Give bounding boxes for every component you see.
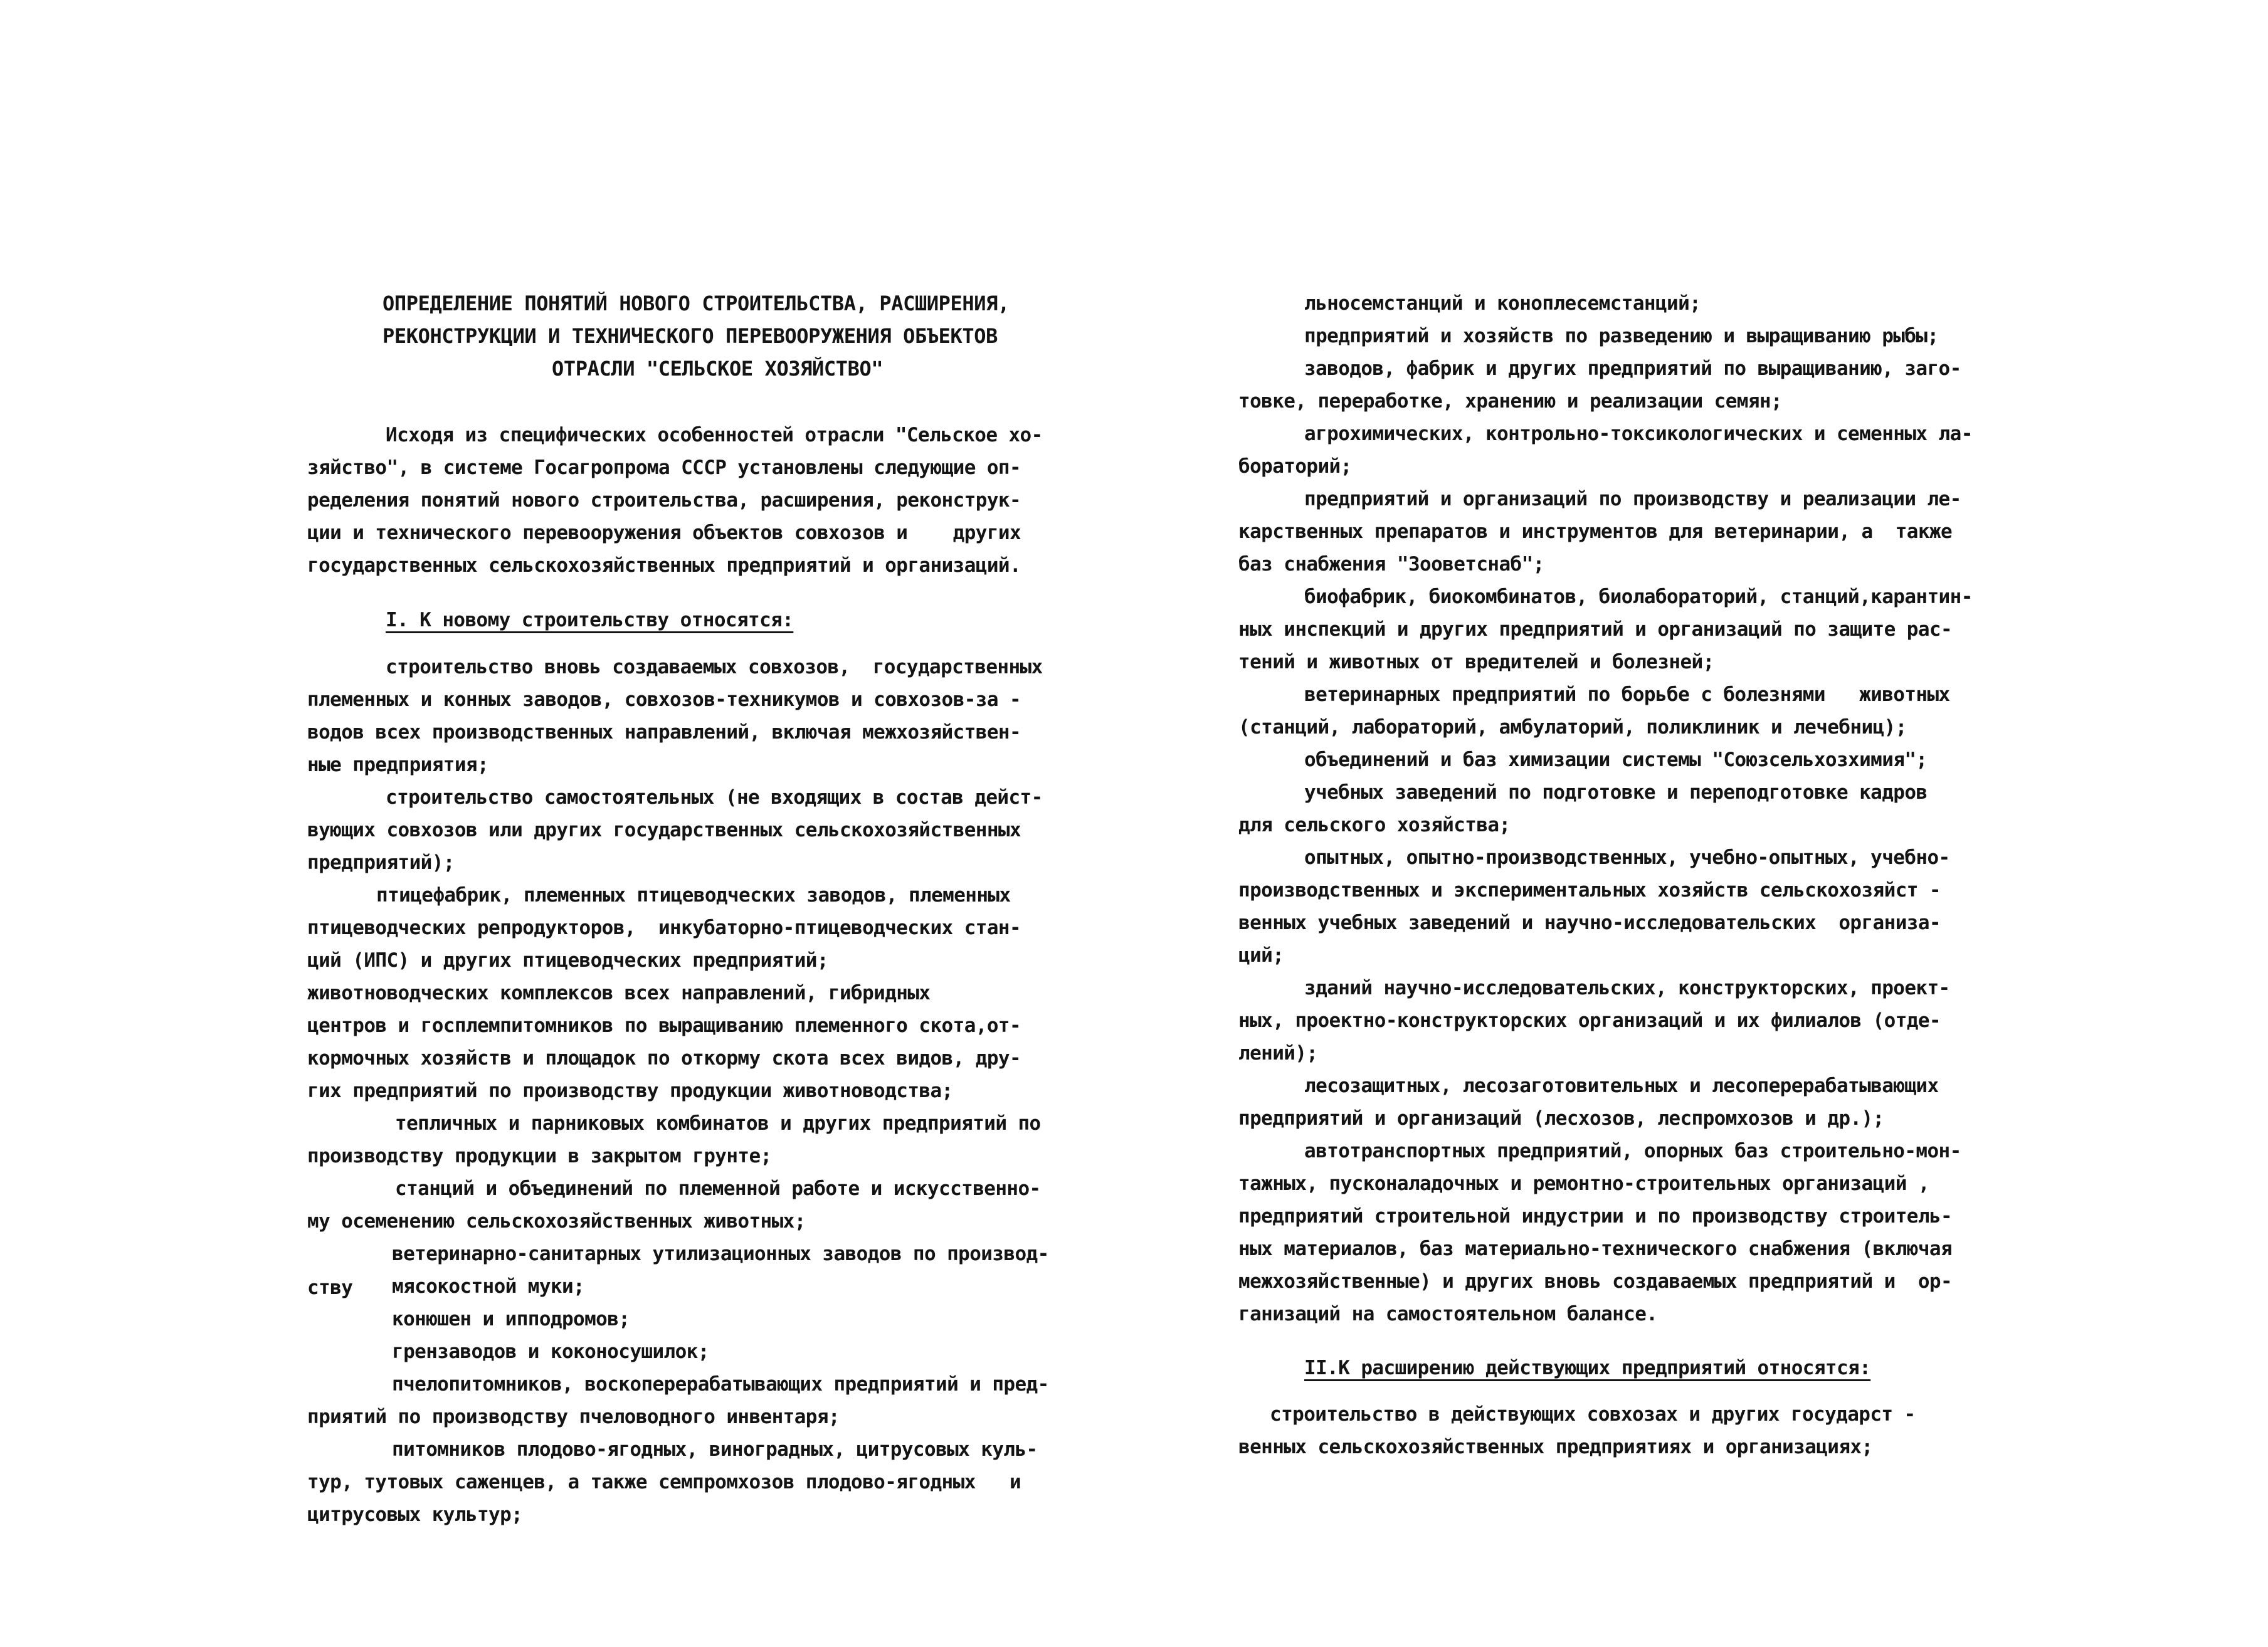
- r-line: ных материалов, баз материально-технического снабжения (включая: [1238, 1238, 1953, 1260]
- s1-line: кормочных хозяйств и площадок по откорму скота всех видов, дру-: [307, 1047, 1021, 1070]
- s1-line: племенных и конных заводов, совхозов-техникумов и совхозов-за -: [307, 688, 1021, 711]
- s1-line: мясокостной муки;: [392, 1275, 585, 1298]
- title-line-3: ОТРАСЛИ "СЕЛЬСКОЕ ХОЗЯЙСТВО": [552, 357, 883, 381]
- intro-line-2: зяйство", в системе Госагропрома СССР установлены следующие оп-: [307, 456, 1021, 479]
- s1-line: тепличных и парниковых комбинатов и других предприятий по: [395, 1112, 1041, 1135]
- s1-line: гих предприятий по производству продукции животноводства;: [307, 1080, 953, 1102]
- section-1-heading: I. К новому строительству относятся:: [386, 609, 794, 631]
- r-line: лений);: [1238, 1042, 1318, 1065]
- s2-line: строительство в действующих совхозах и других государст -: [1270, 1403, 1916, 1426]
- r-line: ганизаций на самостоятельном балансе.: [1238, 1303, 1658, 1325]
- r-line: агрохимических, контрольно-токсикологических и семенных ла-: [1304, 423, 1973, 445]
- r-line: тений и животных от вредителей и болезней;: [1238, 651, 1714, 673]
- s1-line: строительство самостоятельных (не входящих в состав дейст-: [386, 786, 1043, 809]
- r-line: ций;: [1238, 944, 1284, 967]
- r-line: бораторий;: [1238, 455, 1352, 478]
- s1-line: водов всех производственных направлений, включая межхозяйствен-: [307, 721, 1021, 744]
- r-line: ных, проектно-конструкторских организаций и их филиалов (отде-: [1238, 1009, 1941, 1032]
- title-line-2: РЕКОНСТРУКЦИИ И ТЕХНИЧЕСКОГО ПЕРЕВООРУЖЕНИЯ ОБЪЕКТОВ: [382, 324, 998, 348]
- s1-line: цитрусовых культур;: [307, 1503, 523, 1526]
- r-line: предприятий строительной индустрии и по производству строитель-: [1238, 1205, 1953, 1228]
- r-line: товке, переработке, хранению и реализации семян;: [1238, 390, 1783, 413]
- s1-line: питомников плодово-ягодных, виноградных, цитрусовых куль-: [392, 1438, 1038, 1461]
- r-line: ветеринарных предприятий по борьбе с болезнями животных: [1304, 683, 1950, 706]
- s1-line: птицеводческих репродукторов, инкубаторно-птицеводческих стан-: [307, 917, 1021, 939]
- s1-line: ветеринарно-санитарных утилизационных заводов по производ-: [392, 1243, 1049, 1265]
- intro-line-4: ции и технического перевооружения объектов совхозов и других: [307, 522, 1021, 544]
- r-line: (станций, лабораторий, амбулаторий, поликлиник и лечебниц);: [1238, 716, 1907, 739]
- r-line: опытных, опытно-производственных, учебно-опытных, учебно-: [1304, 846, 1950, 869]
- s1-line: му осеменению сельскохозяйственных животных;: [307, 1210, 806, 1233]
- r-line: тажных, пусконаладочных и ремонтно-строительных организаций ,: [1238, 1172, 1929, 1195]
- s1-line: строительство вновь создаваемых совхозов, государственных: [386, 656, 1043, 678]
- r-line: лесозащитных, лесозаготовительных и лесоперерабатывающих: [1304, 1075, 1939, 1097]
- s1-line: птицефабрик, племенных птицеводческих заводов, племенных: [376, 884, 1011, 907]
- s1-line: станций и объединений по племенной работе и искусственно-: [395, 1177, 1041, 1200]
- s1-side-word: ству: [307, 1276, 353, 1299]
- r-line: предприятий и хозяйств по разведению и выращиванию рыбы;: [1304, 325, 1939, 347]
- r-line: объединений и баз химизации системы "Союзсельхозхимия";: [1304, 749, 1928, 771]
- r-line: заводов, фабрик и других предприятий по выращиванию, заго-: [1304, 357, 1961, 380]
- title-line-1: ОПРЕДЕЛЕНИЕ ПОНЯТИЙ НОВОГО СТРОИТЕЛЬСТВА, РАСШИРЕНИЯ,: [382, 292, 1010, 315]
- s1-line: предприятий);: [307, 851, 455, 874]
- r-line: предприятий и организаций по производству и реализации ле-: [1304, 488, 1961, 510]
- s1-line: центров и госплемпитомников по выращиванию племенного скота,от-: [307, 1014, 1021, 1037]
- s1-line: животноводческих комплексов всех направлений, гибридных: [307, 982, 931, 1004]
- s1-line: производству продукции в закрытом грунте;: [307, 1145, 772, 1167]
- r-line: производственных и экспериментальных хозяйств сельскохозяйст -: [1238, 879, 1941, 902]
- r-line: для сельского хозяйства;: [1238, 814, 1511, 836]
- r-line: льносемстанций и коноплесемстанций;: [1304, 292, 1701, 315]
- section-2-heading: II.К расширению действующих предприятий относятся:: [1304, 1357, 1871, 1379]
- intro-line-3: ределения понятий нового строительства, расширения, реконструк-: [307, 489, 1021, 512]
- s1-line: ций (ИПС) и других птицеводческих предприятий;: [307, 949, 828, 972]
- s1-line: приятий по производству пчеловодного инвентаря;: [307, 1406, 840, 1428]
- r-line: межхозяйственные) и других вновь создаваемых предприятий и ор-: [1238, 1270, 1953, 1293]
- r-line: автотранспортных предприятий, опорных баз строительно-мон-: [1304, 1140, 1961, 1162]
- r-line: ных инспекций и других предприятий и организаций по защите рас-: [1238, 618, 1953, 641]
- r-line: баз снабжения "Зооветснаб";: [1238, 553, 1544, 576]
- r-line: предприятий и организаций (лесхозов, леспромхозов и др.);: [1238, 1107, 1884, 1130]
- s2-line: венных сельскохозяйственных предприятиях и организациях;: [1238, 1436, 1873, 1458]
- s1-line: вующих совхозов или других государственных сельскохозяйственных: [307, 819, 1021, 841]
- r-line: зданий научно-исследовательских, конструкторских, проект-: [1304, 977, 1950, 999]
- s1-line: пчелопитомников, воскоперерабатывающих предприятий и пред-: [392, 1373, 1049, 1396]
- r-line: учебных заведений по подготовке и переподготовке кадров: [1304, 781, 1928, 804]
- s1-line: ные предприятия;: [307, 754, 489, 776]
- s1-line: конюшен и ипподромов;: [392, 1308, 630, 1330]
- r-line: венных учебных заведений и научно-исследовательских организа-: [1238, 912, 1941, 934]
- intro-line-1: Исходя из специфических особенностей отрасли "Сельское хо-: [386, 424, 1043, 446]
- s1-line: грензаводов и коконосушилок;: [392, 1340, 709, 1363]
- r-line: биофабрик, биокомбинатов, биолабораторий, станций,карантин-: [1304, 586, 1973, 608]
- intro-line-5: государственных сельскохозяйственных предприятий и организаций.: [307, 554, 1021, 577]
- s1-line: тур, тутовых саженцев, а также семпромхозов плодово-ягодных и: [307, 1471, 1021, 1493]
- r-line: карственных препаратов и инструментов для ветеринарии, а также: [1238, 520, 1953, 543]
